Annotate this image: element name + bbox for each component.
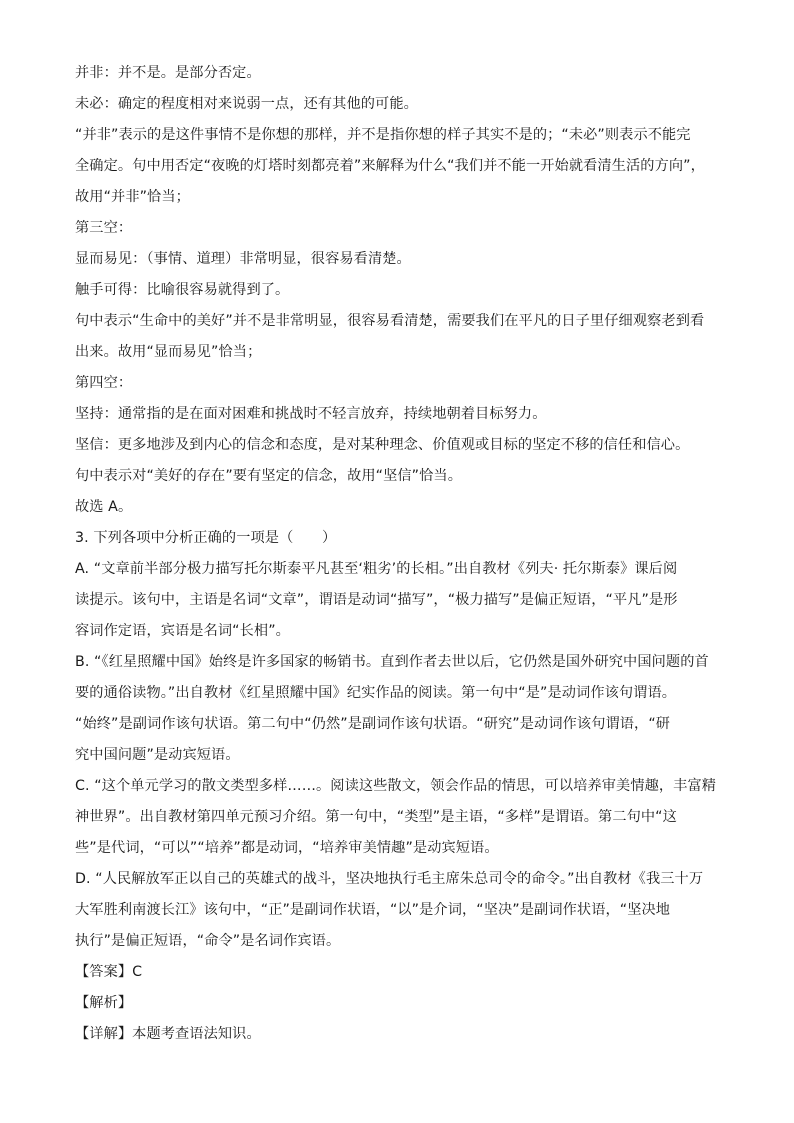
text-line: 出来。故用“显而易见”恰当； <box>75 344 262 360</box>
text-line: 故用“并非”恰当； <box>75 189 190 205</box>
text-line: “并非”表示的是这件事情不是你想的那样，并不是指你想的样子其实不是的；“未必”则表示不能完 <box>75 127 691 143</box>
option-c-line: C. “这个单元学习的散文类型多样……。阅读这些散文，领会作品的情思，可以培养审美情趣，丰富精 <box>75 778 717 794</box>
text-line: 坚信：更多地涉及到内心的信念和态度，是对某种理念、价值观或目标的坚定不移的信任和信心。 <box>75 437 690 453</box>
section-label: 第三空： <box>75 220 133 236</box>
answer-label: 【答案】C <box>75 964 143 980</box>
option-c-line: 神世界”。出自教材第四单元预习介绍。第一句中，“类型”是主语，“多样”是谓语。第二句中“这 <box>75 809 677 825</box>
detail-line: 【详解】本题考查语法知识。 <box>75 1026 261 1042</box>
option-b-line: 究中国问题”是动宾短语。 <box>75 747 240 763</box>
option-b-line: B. “《红星照耀中国》始终是许多国家的畅销书。直到作者去世以后，它仍然是国外研究中国问题的首 <box>75 654 709 670</box>
text-line: 触手可得：比喻很容易就得到了。 <box>75 282 290 298</box>
option-a-line: 容词作定语，宾语是名词“长相”。 <box>75 623 290 639</box>
option-b-line: “始终”是副词作该句状语。第二句中“仍然”是副词作该句状语。“研究”是动词作该句谓语，“研 <box>75 716 671 732</box>
option-a-line: A. “文章前半部分极力描写托尔斯泰平凡甚至‘粗劣’的长相。”出自教材《列夫· 托尔斯泰》课后阅 <box>75 561 678 577</box>
text-line: 全确定。句中用否定“夜晚的灯塔时刻都亮着”来解释为什么“我们并不能一开始就看清生活的方向”， <box>75 158 705 174</box>
text-line: 句中表示“生命中的美好”并不是非常明显，很容易看清楚，需要我们在平凡的日子里仔细观察老到看 <box>75 313 705 329</box>
text-line: 未必：确定的程度相对来说弱一点，还有其他的可能。 <box>75 96 418 112</box>
section-label: 第四空： <box>75 375 133 391</box>
option-a-line: 读提示。该句中，主语是名词“文章”，谓语是动词“描写”，“极力描写”是偏正短语，“平凡”是形 <box>75 592 678 608</box>
option-d-line: 执行”是偏正短语，“命令”是名词作宾语。 <box>75 933 341 949</box>
text-line: 故选 A。 <box>75 499 133 515</box>
text-line: 显而易见：（事情、道理）非常明显，很容易看清楚。 <box>75 251 411 267</box>
option-d-line: D. “人民解放军正以自己的英雄式的战斗，坚决地执行毛主席朱总司令的命令。”出自教材《我三十万 <box>75 871 704 887</box>
option-b-line: 要的通俗读物。”出自教材《红星照耀中国》纪实作品的阅读。第一句中“是”是动词作该句谓语。 <box>75 685 677 701</box>
text-line: 并非：并不是。是部分否定。 <box>75 65 261 81</box>
question-stem: 3. 下列各项中分析正确的一项是（ ） <box>75 530 337 546</box>
text-line: 句中表示对“美好的存在”要有坚定的信念，故用“坚信”恰当。 <box>75 468 462 484</box>
text-line: 坚持：通常指的是在面对困难和挑战时不轻言放弃，持续地朝着目标努力。 <box>75 406 547 422</box>
option-c-line: 些”是代词，“可以”“培养”都是动词，“培养审美情趣”是动宾短语。 <box>75 840 499 856</box>
document-body <box>75 58 725 1050</box>
option-d-line: 大军胜利南渡长江》该句中，“正”是副词作状语，“以”是介词，“坚决”是副词作状语，“坚决地 <box>75 902 671 918</box>
analysis-label: 【解析】 <box>75 995 133 1011</box>
